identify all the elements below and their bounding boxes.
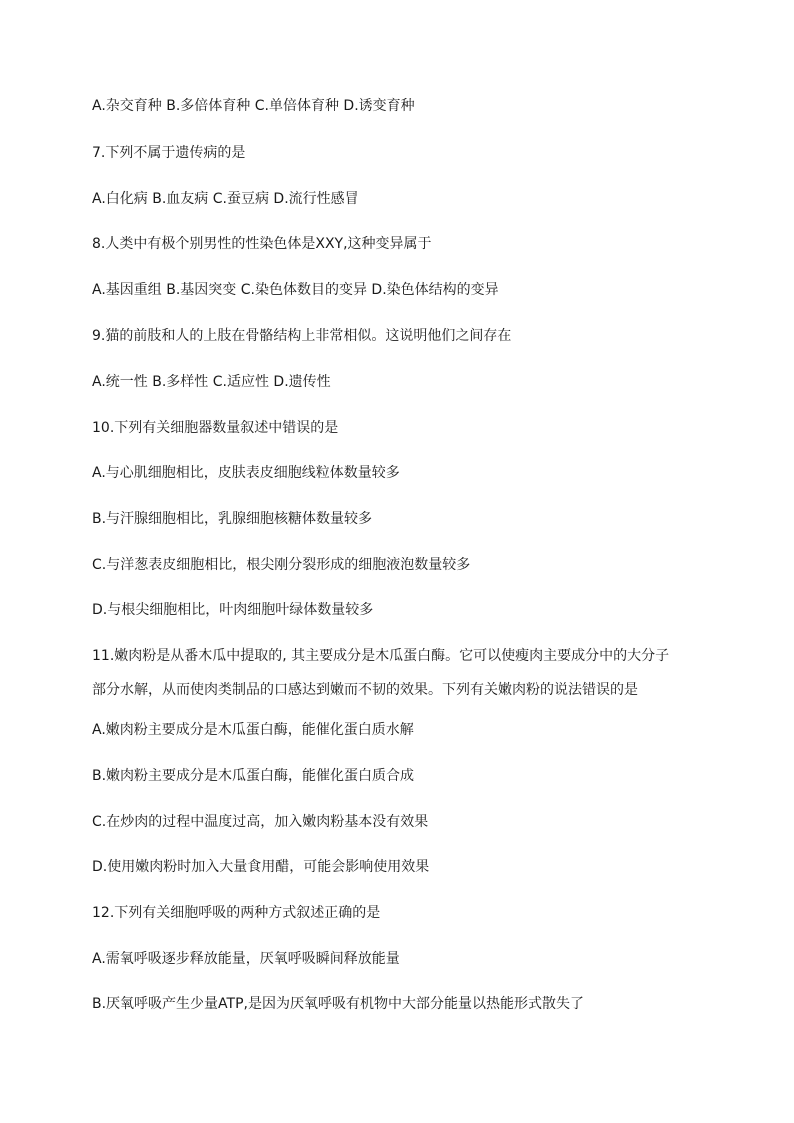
q11-option-a: A.嫩肉粉主要成分是木瓜蛋白酶，能催化蛋白质水解 — [92, 722, 414, 738]
q11-stem-line-2: 部分水解，从而使肉类制品的口感达到嫩而不韧的效果。下列有关嫩肉粉的说法错误的是 — [92, 682, 638, 698]
q12-option-b: B.厌氧呼吸产生少量ATP,是因为厌氧呼吸有机物中大部分能量以热能形式散失了 — [92, 996, 584, 1012]
q10-option-c: C.与洋葱表皮细胞相比，根尖刚分裂形成的细胞液泡数量较多 — [92, 557, 471, 573]
q7-stem: 7.下列不属于遗传病的是 — [92, 145, 246, 161]
q8-options: A.基因重组 B.基因突变 C.染色体数目的变异 D.染色体结构的变异 — [92, 282, 499, 298]
q11-option-c: C.在炒肉的过程中温度过高，加入嫩肉粉基本没有效果 — [92, 814, 429, 830]
q10-option-b: B.与汗腺细胞相比，乳腺细胞核糖体数量较多 — [92, 511, 373, 527]
q12-stem: 12.下列有关细胞呼吸的两种方式叙述正确的是 — [92, 905, 381, 921]
q10-option-d: D.与根尖细胞相比，叶肉细胞叶绿体数量较多 — [92, 602, 374, 618]
q11-stem-line-1: 11.嫩肉粉是从番木瓜中提取的, 其主要成分是木瓜蛋白酶。它可以使瘦肉主要成分中的大分子 — [92, 648, 670, 664]
q8-stem: 8.人类中有极个别男性的性染色体是XXY,这种变异属于 — [92, 236, 432, 252]
q9-options: A.统一性 B.多样性 C.适应性 D.遗传性 — [92, 374, 331, 390]
q6-options: A.杂交育种 B.多倍体育种 C.单倍体育种 D.诱变育种 — [92, 98, 415, 114]
q11-option-d: D.使用嫩肉粉时加入大量食用醋，可能会影响使用效果 — [92, 859, 430, 875]
q10-option-a: A.与心肌细胞相比，皮肤表皮细胞线粒体数量较多 — [92, 465, 400, 481]
q9-stem: 9.猫的前肢和人的上肢在骨骼结构上非常相似。这说明他们之间存在 — [92, 328, 512, 344]
q7-options: A.白化病 B.血友病 C.蚕豆病 D.流行性感冒 — [92, 191, 359, 207]
q10-stem: 10.下列有关细胞器数量叙述中错误的是 — [92, 420, 339, 436]
q11-option-b: B.嫩肉粉主要成分是木瓜蛋白酶，能催化蛋白质合成 — [92, 768, 415, 784]
q12-option-a: A.需氧呼吸逐步释放能量，厌氧呼吸瞬间释放能量 — [92, 951, 400, 967]
